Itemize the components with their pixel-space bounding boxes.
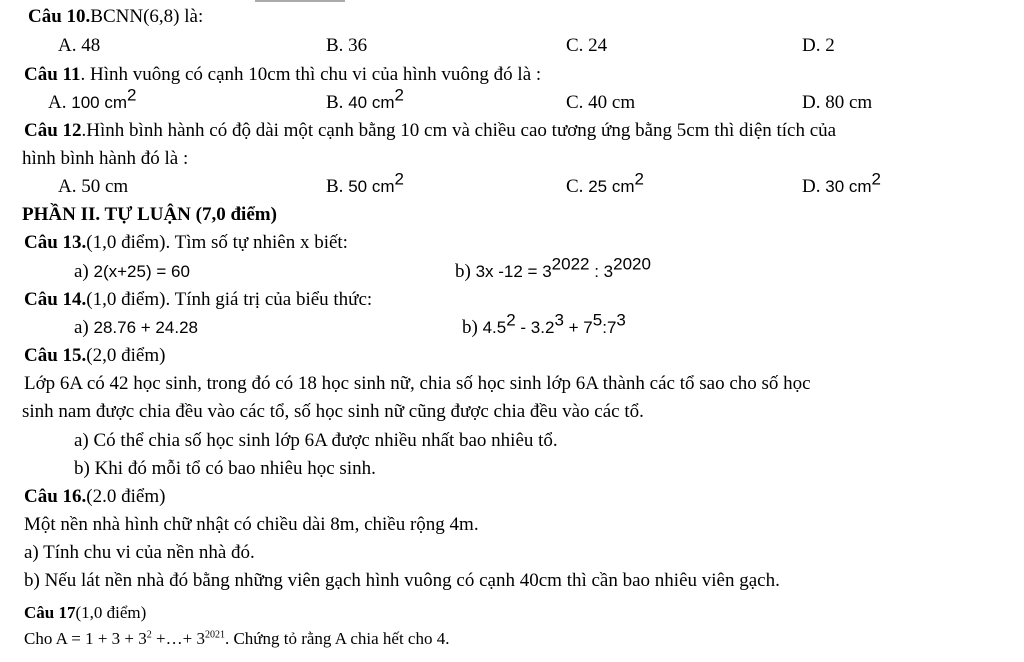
question-12-text-line1: .Hình bình hành có độ dài một cạnh bằng 10 cm và chiều cao tương ứng bằng 5cm thì diện tích của [81, 120, 837, 141]
q14-part-a: a) 28.76 + 24.28 [74, 317, 198, 338]
question-12-text-line2: hình bình hành đó là : [22, 148, 189, 169]
part-2-heading: PHẦN II. TỰ LUẬN (7,0 điểm) [22, 204, 277, 225]
q10-option-b: B. 36 [326, 35, 368, 56]
q13-part-b: b) 3x $-12 = 3^{2022}$ : $3^{2020}$ [455, 254, 651, 282]
question-14-text: (1,0 điểm). Tính giá trị của biểu thức: [86, 289, 373, 310]
question-13 [24, 233, 348, 252]
question-13-label: Câu 13. [24, 232, 87, 253]
question-10 [28, 7, 203, 26]
cropped-top-mark [255, 0, 345, 2]
question-12 [24, 121, 836, 140]
question-17-text: (1,0 điểm) [75, 603, 147, 622]
q11-option-d: D. 80 cm [802, 92, 873, 113]
q11-option-b: B. 40 $cm^2$ [326, 85, 404, 113]
q16-part-b: b) Nếu lát nền nhà đó bằng những viên gạch hình vuông có cạnh 40cm thì cần bao nhiêu viên gạch. [24, 570, 780, 591]
question-15-text: (2,0 điểm) [86, 345, 166, 366]
q14-part-b: b) $4.5^2 - 3.2^3$ + $7^5:7^3$ [462, 310, 626, 338]
q12-option-b: B. 50 $cm^2$ [326, 169, 404, 197]
question-10-label: Câu 10. [28, 6, 91, 27]
q12-option-a: A. 50 cm [58, 176, 129, 197]
question-15-label: Câu 15. [24, 345, 87, 366]
question-11-text: . Hình vuông có cạnh 10cm thì chu vi của hình vuông đó là : [80, 64, 542, 85]
q16-part-a: a) Tính chu vi của nền nhà đó. [24, 542, 255, 563]
question-16-label: Câu 16. [24, 486, 87, 507]
question-14 [24, 290, 372, 309]
q16-paragraph: Một nền nhà hình chữ nhật có chiều dài 8m, chiều rộng 4m. [24, 514, 479, 535]
q17-statement: Cho $A = 1 + 3 + 3^2$ +…+ $3^{2021}$. Chứng tỏ rằng A chia hết cho 4. [24, 629, 450, 648]
question-11 [24, 65, 541, 84]
q15-part-a: a) Có thể chia số học sinh lớp 6A được nhiều nhất bao nhiêu tổ. [74, 430, 558, 451]
q15-part-b: b) Khi đó mỗi tổ có bao nhiêu học sinh. [74, 458, 376, 479]
question-14-label: Câu 14. [24, 289, 87, 310]
question-10-text: BCNN(6,8) là: [90, 6, 204, 27]
q12-option-c: C. 25 $cm^2$ [566, 169, 644, 197]
q12-option-d: D. 30 $cm^2$ [802, 169, 881, 197]
q11-option-c: C. 40 cm [566, 92, 636, 113]
q10-option-c: C. 24 [566, 35, 608, 56]
q10-option-a: A. 48 [58, 35, 101, 56]
q10-option-d: D. 2 [802, 35, 835, 56]
question-16-text: (2.0 điểm) [86, 486, 166, 507]
q15-paragraph-line2: sinh nam được chia đều vào các tổ, số học sinh nữ cũng được chia đều vào các tổ. [22, 401, 644, 422]
question-12-label: Câu 12 [24, 120, 82, 141]
question-11-label: Câu 11 [24, 64, 81, 85]
question-13-text: (1,0 điểm). Tìm số tự nhiên x biết: [86, 232, 348, 253]
question-17-label: Câu 17 [24, 603, 76, 622]
question-17 [24, 604, 146, 621]
q15-paragraph-line1: Lớp 6A có 42 học sinh, trong đó có 18 học sinh nữ, chia số học sinh lớp 6A thành các tổ sao cho số học [24, 373, 811, 394]
q13-part-a: a) 2(x+25) = 60 [74, 261, 190, 282]
q11-option-a: A. 100 $cm^2$ [48, 85, 137, 113]
question-16 [24, 487, 165, 506]
question-15 [24, 346, 165, 365]
